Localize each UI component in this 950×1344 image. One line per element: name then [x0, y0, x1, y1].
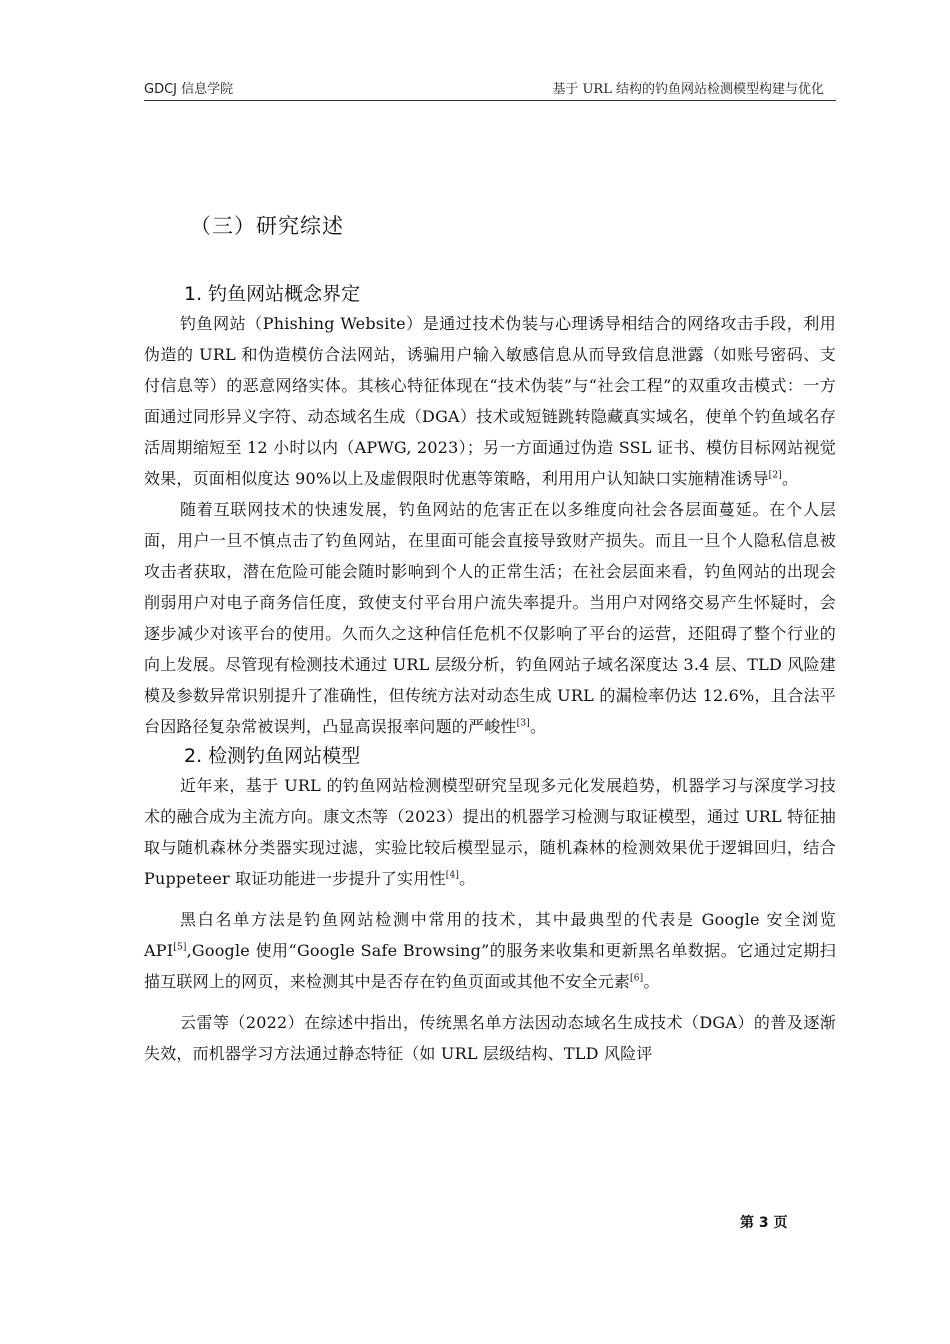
paragraph-4-text-a: 黑白名单方法是钓鱼网站检测中常用的技术，其中最典型的代表是 Google 安全浏览 API: [144, 910, 836, 960]
page-footer: [0, 1212, 810, 1232]
header-divider: [144, 100, 836, 101]
subsection-1-title: 1. 钓鱼网站概念界定: [184, 283, 361, 305]
citation-2[interactable]: [2]: [768, 470, 783, 481]
paragraph-2: [144, 494, 836, 742]
paragraph-5-text: 云雷等（2022）在综述中指出，传统黑名单方法因动态域名生成技术（DGA）的普及逐渐失效，而机器学习方法通过静态特征（如 URL 层级结构、TLD 风险评: [144, 1013, 836, 1063]
page-body: [144, 210, 836, 1069]
citation-5[interactable]: [5]: [173, 942, 187, 953]
page-number: 第 3 页: [740, 1215, 788, 1231]
paragraph-3-text: 近年来，基于 URL 的钓鱼网站检测模型研究呈现多元化发展趋势，机器学习与深度学习技术的融合成为主流方向。康文杰等（2023）提出的机器学习检测与取证模型，通过 URL 特征抽取与随机森林分类器实现过滤，实验比较后模型显示，随机森林的检测效果优于逻辑回归，结合 Puppeteer 取证功能进一步提升了实用性: [144, 776, 836, 888]
paragraph-3-end: 。: [459, 869, 476, 888]
header-institution: GDCJ 信息学院: [144, 82, 234, 97]
citation-3[interactable]: [3]: [516, 718, 530, 729]
paragraph-4-end: 。: [643, 972, 660, 991]
paragraph-2-end: 。: [529, 717, 547, 736]
paragraph-4: [144, 904, 836, 997]
paragraph-4-text-b: ,Google 使用“Google Safe Browsing”的服务来收集和更新黑名单数据。它通过定期扫描互联网上的网页，来检测其中是否存在钓鱼页面或其他不安全元素: [144, 941, 836, 991]
paragraph-2-text: 随着互联网技术的快速发展，钓鱼网站的危害正在以多维度向社会各层面蔓延。在个人层面，用户一旦不慎点击了钓鱼网站，在里面可能会直接导致财产损失。而且一旦个人隐私信息被攻击者获取，潜在危险可能会随时影响到个人的正常生活；在社会层面来看，钓鱼网站的出现会削弱用户对电子商务信任度，致使支付平台用户流失率提升。当用户对网络交易产生怀疑时，会逐步减少对该平台的使用。久而久之这种信任危机不仅影响了平台的运营，还阻碍了整个行业的向上发展。尽管现有检测技术通过 URL 层级分析，钓鱼网站子域名深度达 3.4 层、TLD 风险建模及参数异常识别提升了准确性，但传统方法对动态生成 URL 的漏检率仍达 12.6%，且合法平台因路径复杂常被误判，凸显高误报率问题的严峻性: [144, 500, 836, 736]
paragraph-1-text: 钓鱼网站（Phishing Website）是通过技术伪装与心理诱导相结合的网络攻击手段，利用伪造的 URL 和伪造模仿合法网站，诱骗用户输入敏感信息从而导致信息泄露（如账号密码、支付信息等）的恶意网络实体。其核心特征体现在“技术伪装”与“社会工程”的双重攻击模式：一方面通过同形异义字符、动态域名生成（DGA）技术或短链跳转隐藏真实域名，使单个钓鱼域名存活周期缩短至 12 小时以内（APWG, 2023）；另一方面通过伪造 SSL 证书、模仿目标网站视觉效果，页面相似度达 90%以上及虚假限时优惠等策略，利用用户认知缺口实施精准诱导: [144, 314, 836, 488]
citation-4[interactable]: [4]: [445, 870, 460, 881]
paragraph-1: [144, 308, 836, 494]
paragraph-5: [144, 1007, 836, 1069]
paragraph-1-end: 。: [782, 469, 799, 488]
header-paper-title: 基于 URL 结构的钓鱼网站检测模型构建与优化: [552, 82, 824, 97]
citation-6[interactable]: [6]: [630, 973, 644, 984]
subsection-2-title: 2. 检测钓鱼网站模型: [184, 745, 361, 767]
section-title: （三）研究综述: [190, 214, 344, 238]
paragraph-3: [144, 770, 836, 894]
